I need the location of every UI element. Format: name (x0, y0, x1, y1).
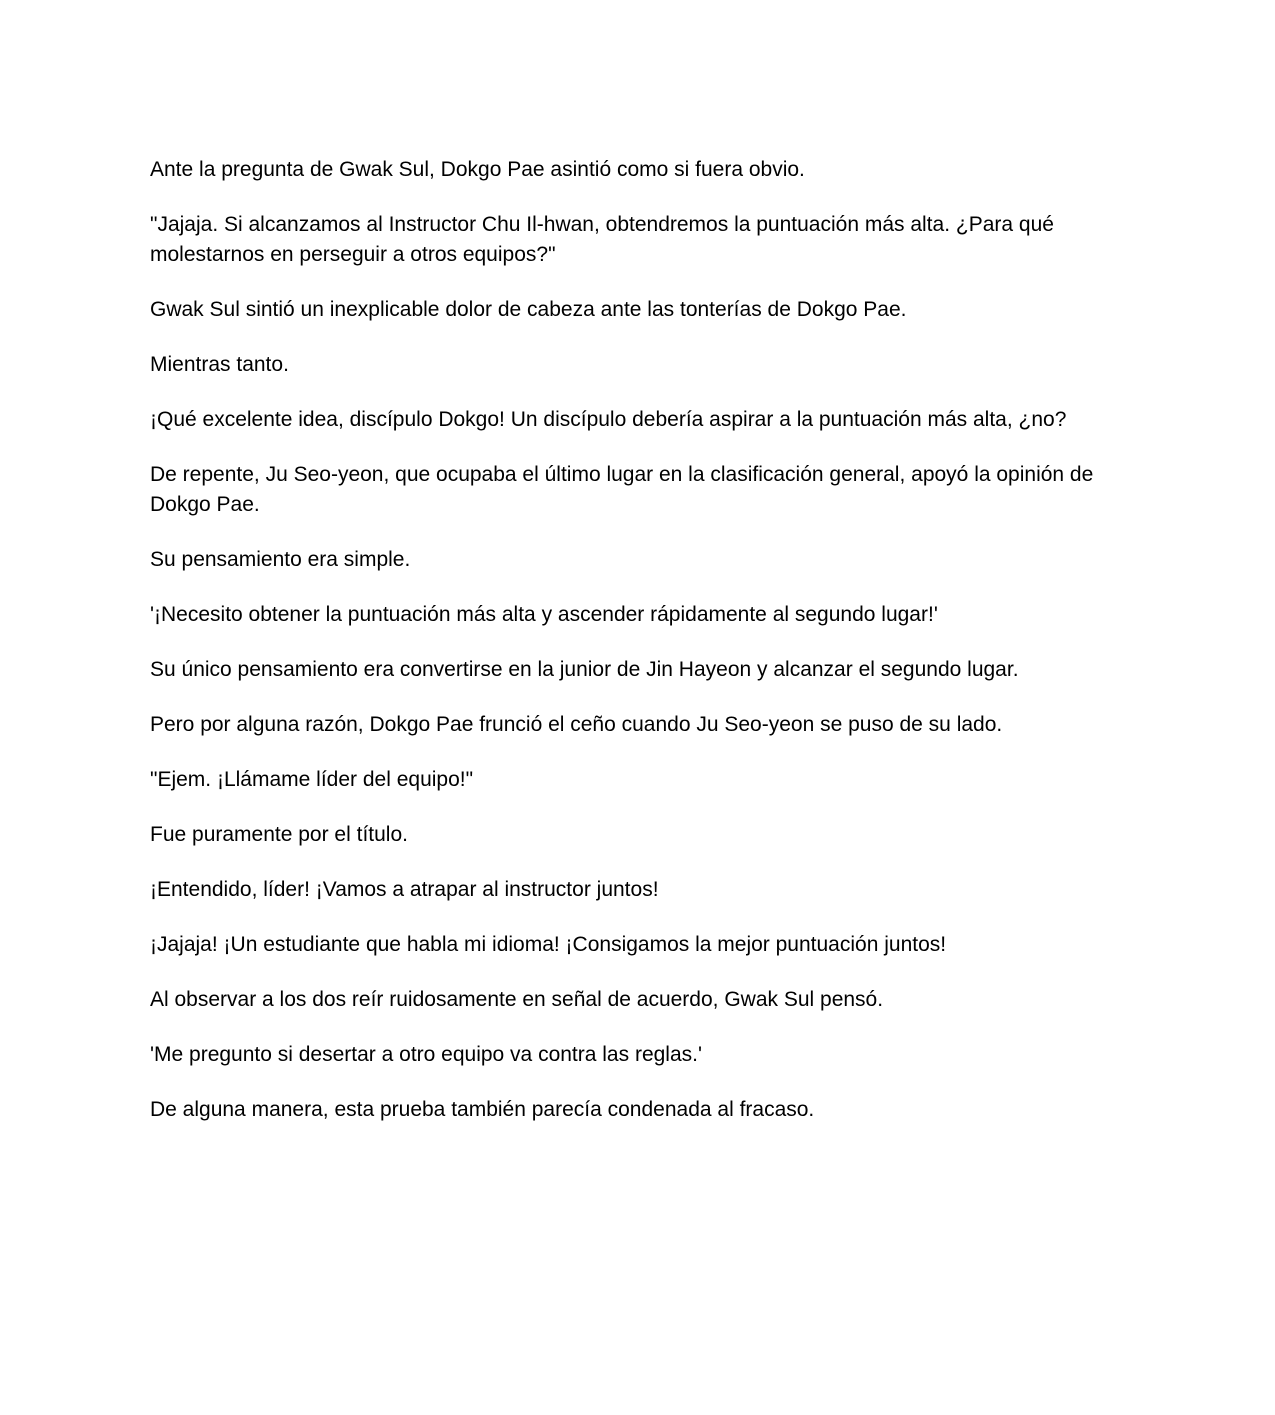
paragraph: Mientras tanto. (150, 353, 289, 376)
paragraph: Su pensamiento era simple. (150, 548, 411, 571)
paragraph: Ante la pregunta de Gwak Sul, Dokgo Pae asintió como si fuera obvio. (150, 158, 805, 181)
paragraph: ¡Entendido, líder! ¡Vamos a atrapar al instructor juntos! (150, 878, 659, 901)
paragraph: '¡Necesito obtener la puntuación más alta y ascender rápidamente al segundo lugar!' (150, 603, 938, 626)
paragraph: Fue puramente por el título. (150, 823, 408, 846)
paragraph: "Jajaja. Si alcanzamos al Instructor Chu Il-hwan, obtendremos la puntuación más alta. ¿Para qué molestarnos en perseguir a otros equipos?" (150, 213, 1054, 266)
paragraph: "Ejem. ¡Llámame líder del equipo!" (150, 768, 474, 791)
document-text-body (150, 155, 1135, 1150)
paragraph: De alguna manera, esta prueba también parecía condenada al fracaso. (150, 1098, 815, 1121)
paragraph: 'Me pregunto si desertar a otro equipo va contra las reglas.' (150, 1043, 702, 1066)
paragraph: ¡Jajaja! ¡Un estudiante que habla mi idioma! ¡Consigamos la mejor puntuación juntos! (150, 933, 947, 956)
paragraph: De repente, Ju Seo-yeon, que ocupaba el último lugar en la clasificación general, apoyó la opinión de Dokgo Pae. (150, 463, 1094, 516)
paragraph: Su único pensamiento era convertirse en la junior de Jin Hayeon y alcanzar el segundo lugar. (150, 658, 1019, 681)
paragraph: Pero por alguna razón, Dokgo Pae frunció el ceño cuando Ju Seo-yeon se puso de su lado. (150, 713, 1003, 736)
paragraph: ¡Qué excelente idea, discípulo Dokgo! Un discípulo debería aspirar a la puntuación más alta, ¿no? (150, 408, 1067, 431)
paragraph: Gwak Sul sintió un inexplicable dolor de cabeza ante las tonterías de Dokgo Pae. (150, 298, 907, 321)
paragraph: Al observar a los dos reír ruidosamente en señal de acuerdo, Gwak Sul pensó. (150, 988, 884, 1011)
